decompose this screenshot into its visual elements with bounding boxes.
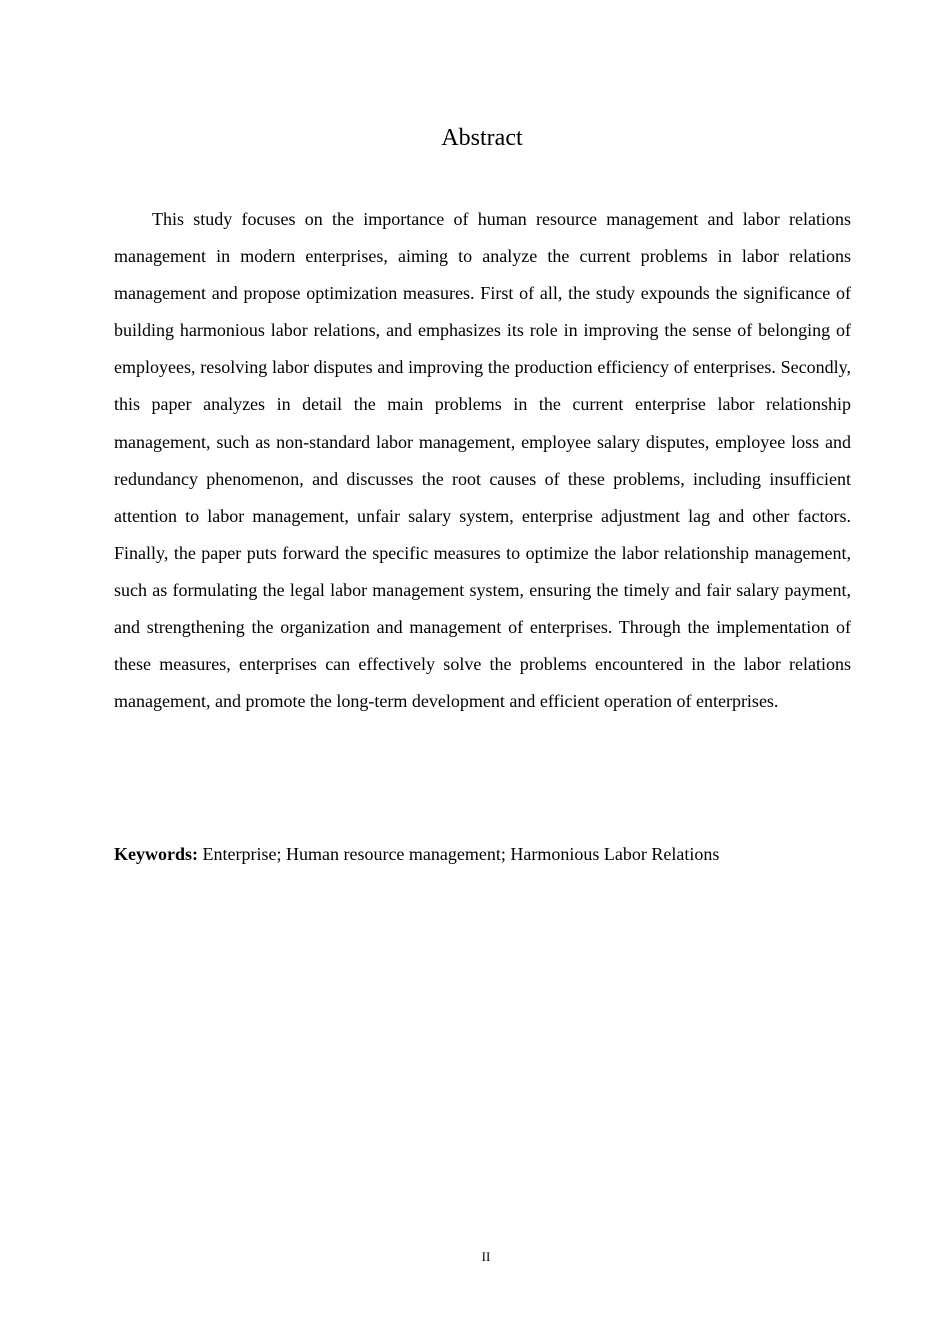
abstract-title: Abstract bbox=[441, 125, 523, 151]
page-number: II bbox=[481, 1249, 491, 1264]
keywords-value: Enterprise; Human resource management; Harmonious Labor Relations bbox=[198, 844, 720, 864]
keywords-label: Keywords: bbox=[114, 844, 198, 864]
abstract-body: This study focuses on the importance of human resource management and labor relations management in modern enterprises, aiming to analyze the current problems in labor relations management and propose optimization measures. First of all, the study expounds the significance of building harmonious labor relations, and emphasizes its role in improving the sense of belonging of employees, resolving labor disputes and improving the production efficiency of enterprises. Secondly, this paper analyzes in detail the main problems in the current enterprise labor relationship management, such as non-standard labor management, employee salary disputes, employee loss and redundancy phenomenon, and discusses the root causes of these problems, including insufficient attention to labor management, unfair salary system, enterprise adjustment lag and other factors. Finally, the paper puts forward the specific measures to optimize the labor relationship management, such as formulating the legal labor management system, ensuring the timely and fair salary payment, and strengthening the organization and management of enterprises. Through the implementation of these measures, enterprises can effectively solve the problems encountered in the labor relations management, and promote the long-term development and efficient operation of enterprises. bbox=[114, 209, 851, 712]
keywords-line bbox=[114, 838, 851, 870]
